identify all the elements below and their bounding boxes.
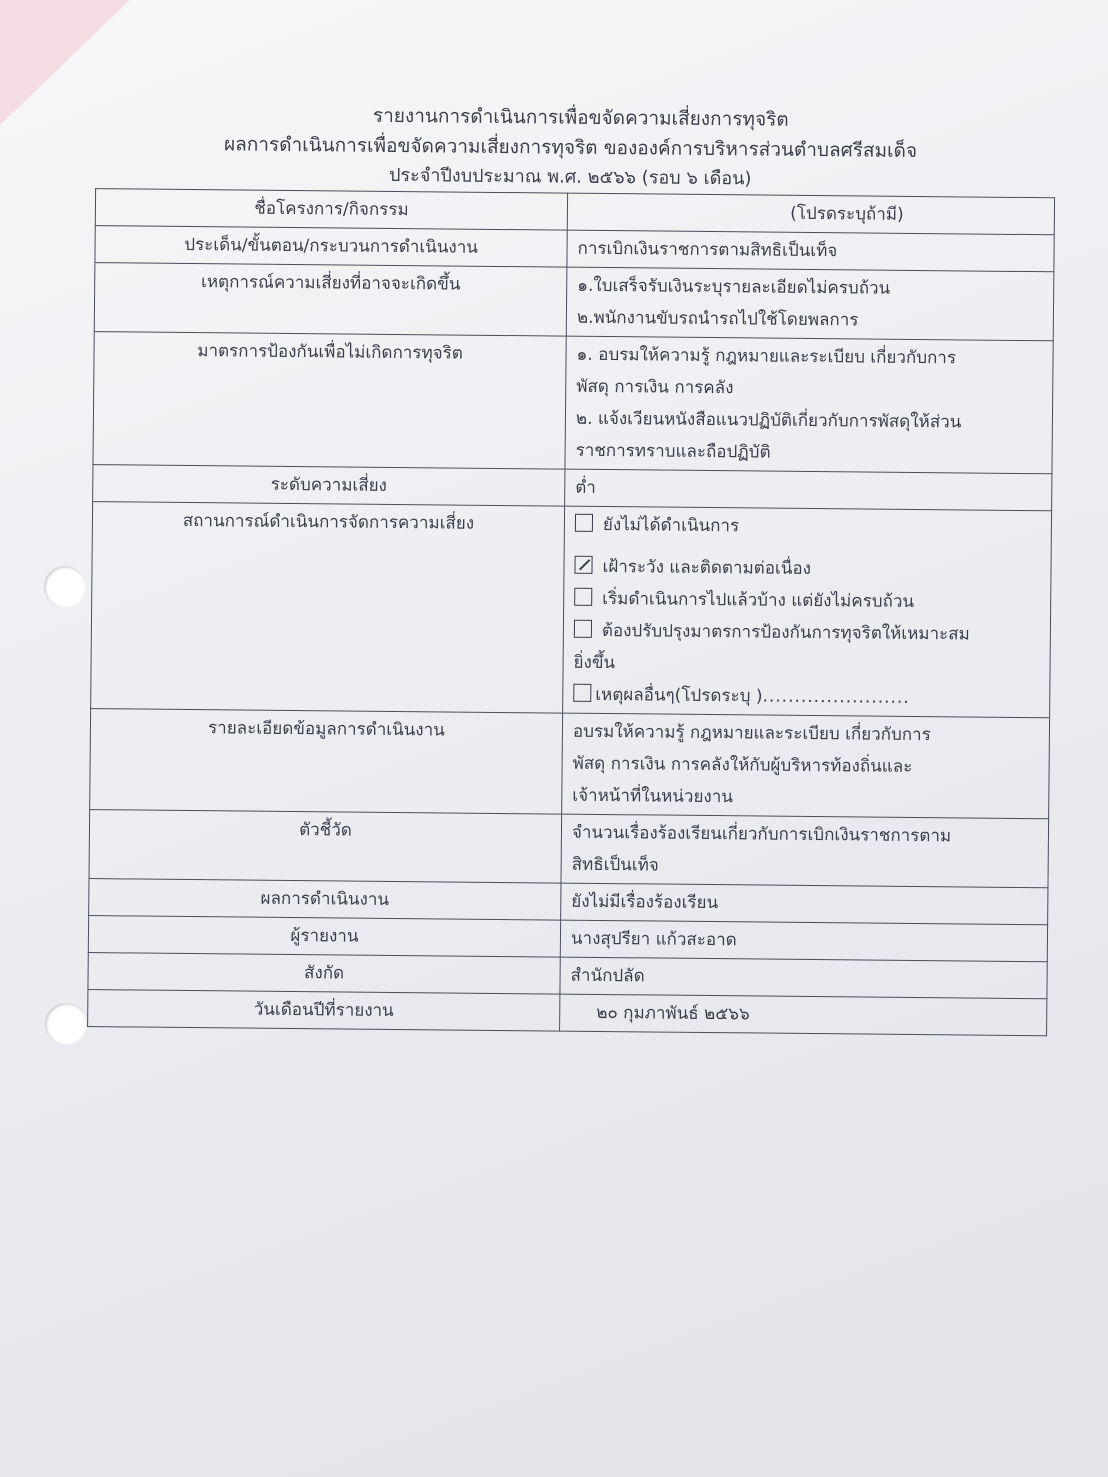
report-period: ประจำปีงบประมาณ พ.ศ. ๒๕๖๖ (รอบ ๖ เดือน) <box>388 164 752 190</box>
value-prevention <box>565 336 1053 474</box>
value-project: (โปรดระบุถ้ามี) <box>567 193 1054 235</box>
row-details <box>90 709 1050 819</box>
value-risk-event <box>566 267 1054 341</box>
status-option-improve-measures: ต้องปรับปรุงมาตรการป้องกันการทุจริตให้เหมาะสม <box>574 615 1042 651</box>
row-status <box>91 502 1052 718</box>
risk-event-line: ๑.ใบเสร็จรับเงินระบุรายละเอียดไม่ครบถ้วน <box>577 275 891 299</box>
indicator-line: จำนวนเรื่องร้องเรียนเกี่ยวกับการเบิกเงินราชการตาม <box>571 822 952 847</box>
label-risk-level: ระดับความเสี่ยง <box>93 465 565 507</box>
punch-hole-upper <box>44 566 86 608</box>
details-line: เจ้าหน้าที่ในหน่วยงาน <box>572 785 734 808</box>
label-details: รายละเอียดข้อมูลการดำเนินงาน <box>90 709 563 815</box>
value-reporter: นางสุปรียา แก้วสะอาด <box>560 920 1047 962</box>
details-line: อบรมให้ความรู้ กฎหมายและระเบียบ เกี่ยวกับการ <box>572 721 931 746</box>
row-prevention <box>93 332 1053 474</box>
label-process: ประเด็น/ขั้นตอน/กระบวนการดำเนินงาน <box>95 226 567 268</box>
prevention-line: ๑. อบรมให้ความรู้ กฎหมายและระเบียบ เกี่ยวกับการ <box>576 344 957 369</box>
checkbox-partially-done[interactable] <box>574 588 592 606</box>
value-indicator <box>561 814 1049 888</box>
value-risk-level: ต่ำ <box>565 469 1052 511</box>
row-indicator <box>89 810 1049 888</box>
checkbox-improve-measures[interactable] <box>574 620 592 638</box>
checkbox-monitoring-checked[interactable] <box>574 556 592 574</box>
row-risk-event <box>94 263 1054 341</box>
label-reporter: ผู้รายงาน <box>88 916 560 958</box>
label-report-date: วันเดือนปีที่รายงาน <box>88 990 560 1032</box>
label-affiliation: สังกัด <box>88 953 560 995</box>
indicator-line: สิทธิเป็นเท็จ <box>571 854 659 876</box>
value-status <box>563 506 1052 718</box>
label-indicator: ตัวชี้วัด <box>89 810 562 884</box>
label-prevention: มาตรการป้องกันเพื่อไม่เกิดการทุจริต <box>93 332 566 470</box>
checkbox-not-started[interactable] <box>575 514 593 532</box>
report-table <box>87 188 1055 1036</box>
report-document <box>77 98 1056 1036</box>
report-subtitle: ผลการดำเนินการเพื่อขจัดความเสี่ยงการทุจริต ขององค์การบริหารส่วนตำบลศรีสมเด็จ <box>223 133 918 162</box>
value-report-date: ๒๐ กุมภาพันธ์ ๒๕๖๖ <box>560 994 1047 1036</box>
status-option-monitoring: เฝ้าระวัง และติดตามต่อเนื่อง <box>574 551 1042 587</box>
status-option-partially-done: เริ่มดำเนินการไปแล้วบ้าง แต่ยังไม่ครบถ้วน <box>574 583 1042 619</box>
status-option-improve-measures-cont: ยิ่งขึ้น <box>573 652 616 674</box>
prevention-line: ๒. แจ้งเวียนหนังสือแนวปฏิบัติเกี่ยวกับการพัสดุให้ส่วน <box>575 408 962 433</box>
prevention-line: พัสดุ การเงิน การคลัง <box>576 376 734 399</box>
value-result: ยังไม่มีเรื่องร้องเรียน <box>561 883 1048 925</box>
other-reason-blank: ....................... <box>762 686 910 708</box>
value-affiliation: สำนักปลัด <box>560 957 1047 999</box>
report-title: รายงานการดำเนินการเพื่อขจัดความเสี่ยงการทุจริต <box>372 104 789 131</box>
prevention-line: ราชการทราบและถือปฏิบัติ <box>575 440 771 463</box>
value-process: การเบิกเงินราชการตามสิทธิเป็นเท็จ <box>567 230 1054 272</box>
risk-event-line: ๒.พนักงานขับรถนำรถไปใช้โดยพลการ <box>576 307 859 331</box>
status-option-other: เหตุผลอื่นๆ(โปรดระบุ )....................... <box>573 679 1041 715</box>
checkbox-other[interactable] <box>573 684 591 702</box>
label-risk-event: เหตุการณ์ความเสี่ยงที่อาจจะเกิดขึ้น <box>94 263 567 337</box>
status-option-not-started: ยังไม่ได้ดำเนินการ <box>575 509 1043 545</box>
label-result: ผลการดำเนินงาน <box>89 879 561 921</box>
label-status: สถานการณ์ดำเนินการจัดการความเสี่ยง <box>91 502 565 714</box>
label-project: ชื่อโครงการ/กิจกรรม <box>95 189 567 231</box>
details-line: พัสดุ การเงิน การคลังให้กับผู้บริหารท้องถิ่นและ <box>572 753 913 777</box>
value-details <box>562 713 1050 819</box>
